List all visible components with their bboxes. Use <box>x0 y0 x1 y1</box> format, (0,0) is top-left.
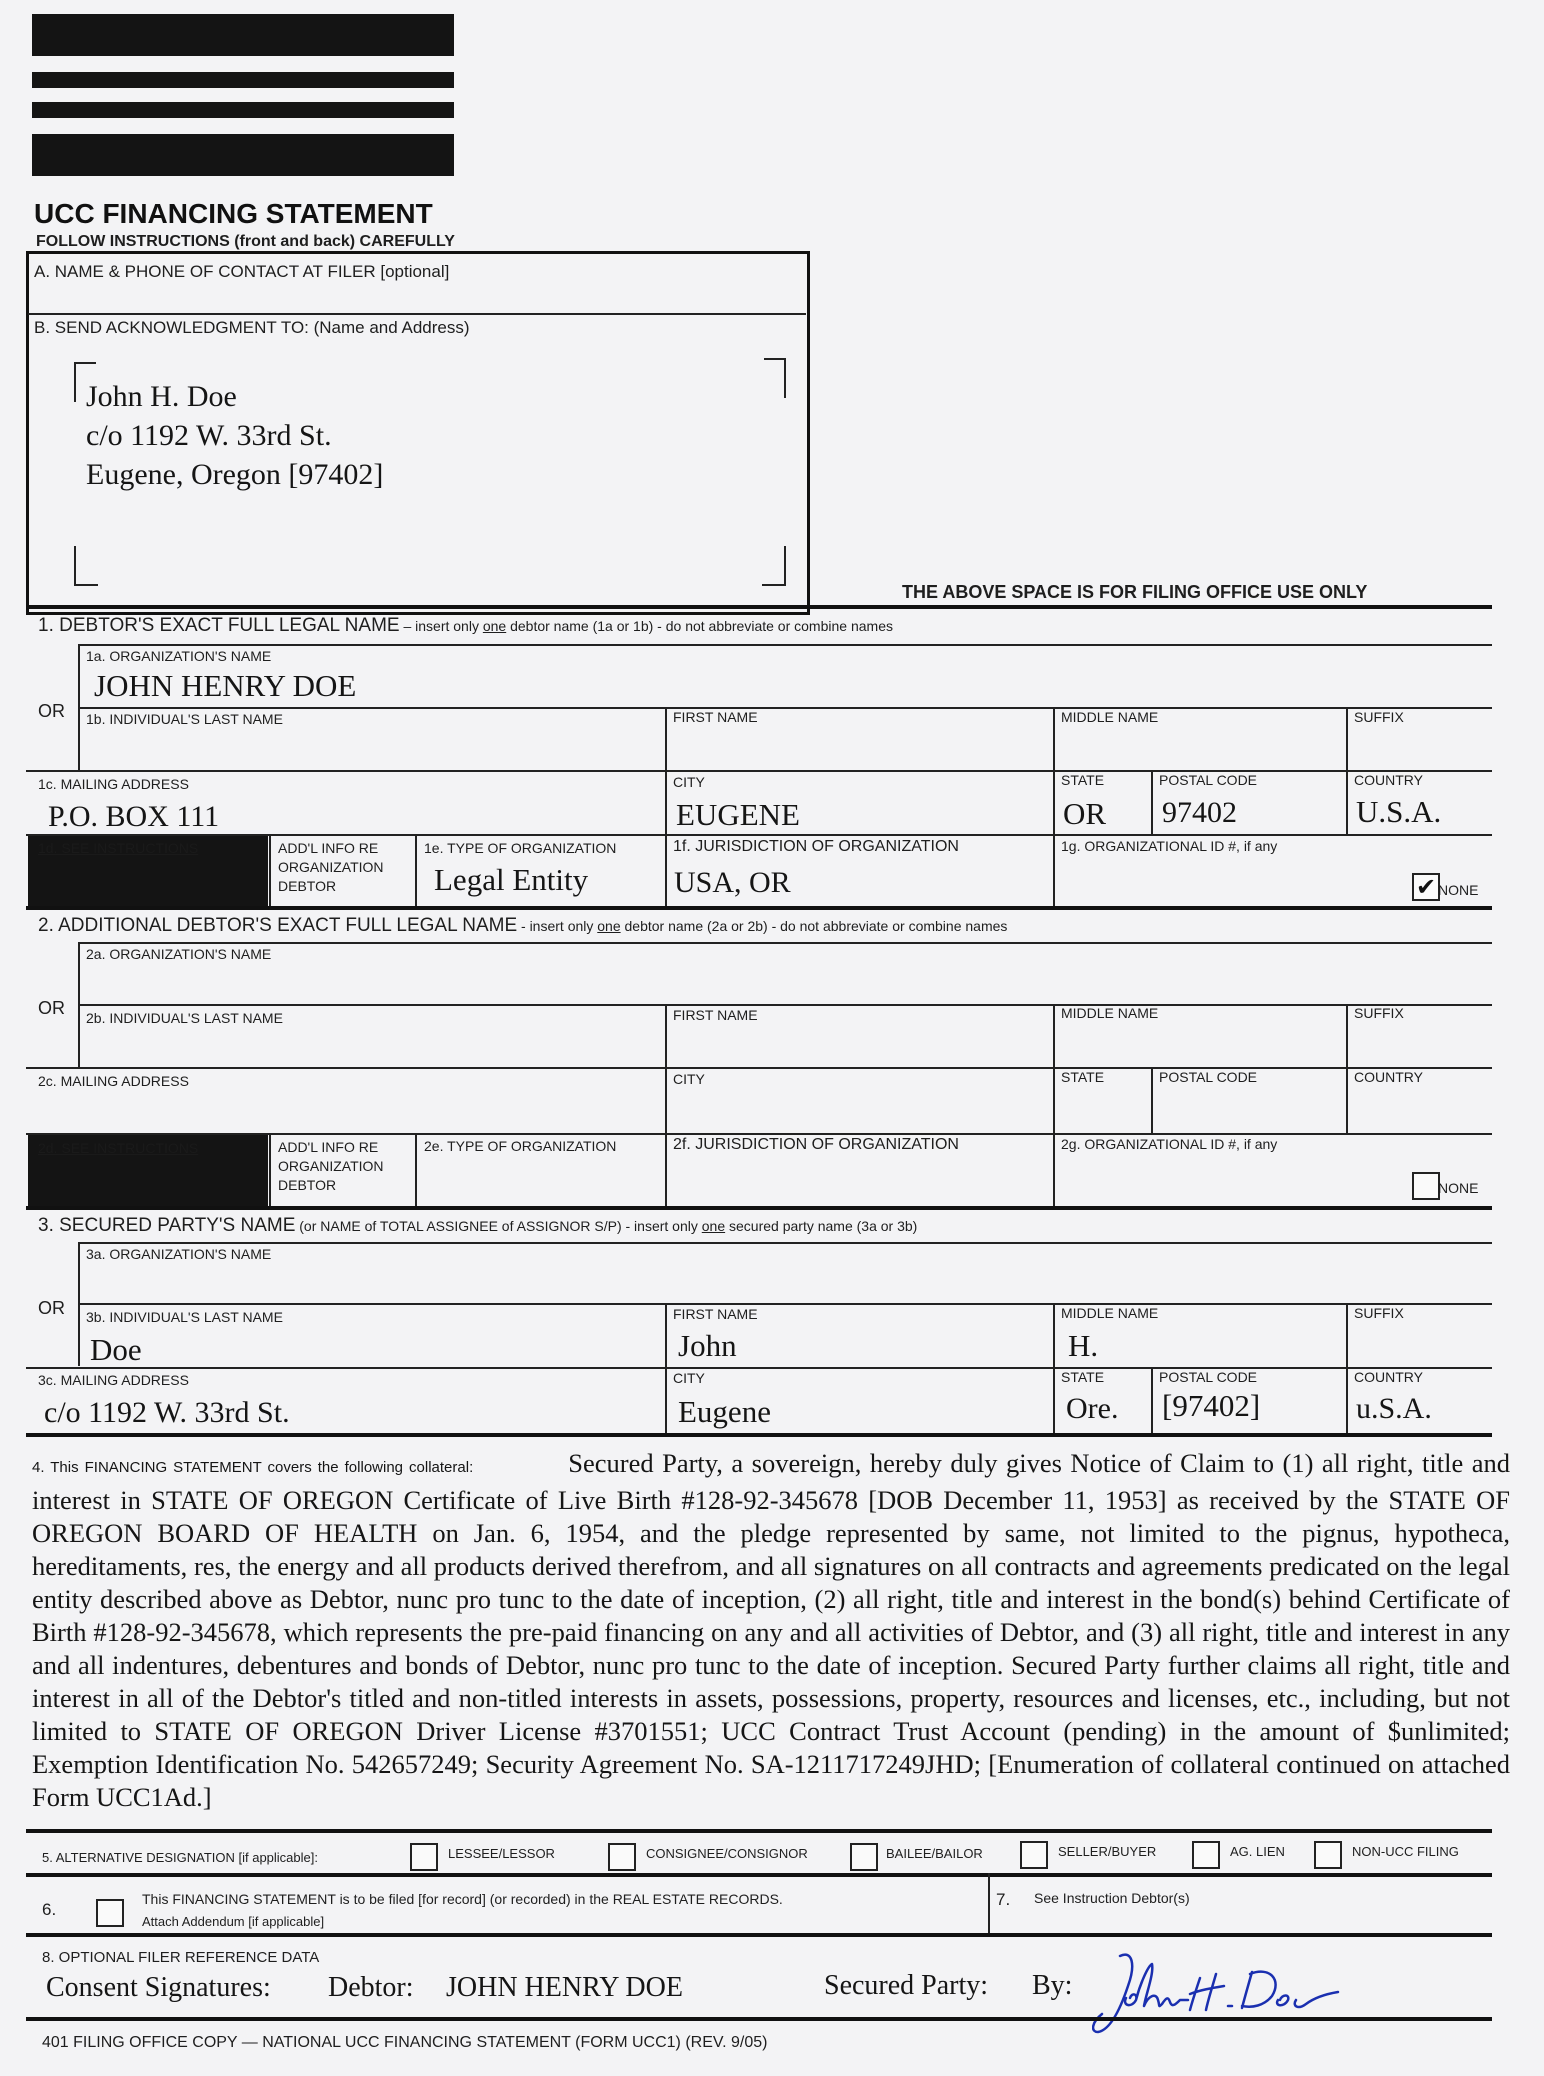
filing-office-note: THE ABOVE SPACE IS FOR FILING OFFICE USE ONLY <box>902 582 1368 602</box>
section3-title-text: 3. SECURED PARTY'S NAME <box>38 1215 296 1236</box>
secured-party-first-name-value: John <box>678 1328 737 1363</box>
label-bailee-bailor: BAILEE/BAILOR <box>886 1846 983 1861</box>
addl-info-line: DEBTOR <box>278 1177 337 1193</box>
label-2g-organizational-id: 2g. ORGANIZATIONAL ID #, if any <box>1061 1136 1278 1152</box>
debtor-consent-name: JOHN HENRY DOE <box>446 1972 683 2003</box>
label-state: STATE <box>1061 1069 1105 1085</box>
label-city: CITY <box>673 774 705 790</box>
collateral-text: Secured Party, a sovereign, hereby duly gives Notice of Claim to (1) all right, title and interest in STATE OF OREGON Certificate of Live Birth #128-92-345678 [DOB December 11, 1953] as received by the STATE OF OREGON BOARD OF HEALTH on Jan. 6, 1954, and the pledge represented by same, not limited to the pignus, hypotheca, hereditaments, res, the energy and all products derived therefrom, and all signatures on all contracts and agreements predicated on the legal entity described above as Debtor, nunc pro tunc to the date of inception, (2) all right, title and interest in the bond(s) behind Certificate of Birth #128-92-345678, which represents the pre-paid financing on any and all activities of Debtor, and (3) all right, title and interest in any and all indentures, debentures and bonds of Debtor, nunc pro tunc to the date of inception. Secured Party further claims all right, title and interest in all of the Debtor's titled and non-titled interests in assets, possessions, property, resources and licenses, etc., including, but not limited to STATE OF OREGON Driver License #3701551; UCC Contract Trust Account (pending) in the amount of $unlimited; Exemption Identification No. 542657249; Security Agreement No. SA-1211717249JHD; [Enumeration of collateral continued on attached Form UCC1Ad.] <box>32 1448 1510 1812</box>
label-optional-filer-reference: 8. OPTIONAL FILER REFERENCE DATA <box>42 1949 320 1966</box>
non-ucc-filing-checkbox[interactable] <box>1314 1841 1342 1869</box>
label-suffix: SUFFIX <box>1354 1305 1404 1321</box>
debtor-org-name-value: JOHN HENRY DOE <box>94 668 357 703</box>
section3-title-note: secured party name (3a or 3b) <box>725 1218 918 1234</box>
or-label: OR <box>38 998 65 1018</box>
section3-title <box>38 1215 917 1237</box>
ag-lien-checkbox[interactable] <box>1192 1841 1220 1869</box>
label-none: NONE <box>1438 882 1479 898</box>
label-state: STATE <box>1061 772 1105 788</box>
label-1a-org-name: 1a. ORGANIZATION'S NAME <box>86 648 272 664</box>
label-non-ucc-filing: NON-UCC FILING <box>1352 1844 1459 1859</box>
label-consignee-consignor: CONSIGNEE/CONSIGNOR <box>646 1846 808 1861</box>
label-3b-last-name: 3b. INDIVIDUAL'S LAST NAME <box>86 1309 283 1325</box>
form-title: UCC FINANCING STATEMENT <box>34 198 433 229</box>
form-footer-text: 401 FILING OFFICE COPY — NATIONAL UCC FINANCING STATEMENT (FORM UCC1) (REV. 9/05) <box>42 2034 768 2051</box>
header-redaction-bar <box>32 102 454 118</box>
label-middle-name: MIDDLE NAME <box>1061 1005 1159 1021</box>
section3-title-note: (or NAME of TOTAL ASSIGNEE of ASSIGNOR S/P) - insert only <box>295 1218 702 1234</box>
real-estate-records-checkbox[interactable] <box>96 1899 124 1927</box>
label-seller-buyer: SELLER/BUYER <box>1058 1844 1157 1859</box>
label-3c-mailing-address: 3c. MAILING ADDRESS <box>38 1372 189 1388</box>
form-subtitle: FOLLOW INSTRUCTIONS (front and back) CAREFULLY <box>36 233 455 250</box>
section1-title-note: debtor name (1a or 1b) - do not abbreviate or combine names <box>506 618 893 634</box>
label-2b-last-name: 2b. INDIVIDUAL'S LAST NAME <box>86 1010 283 1026</box>
secured-party-middle-name-value: H. <box>1068 1328 1099 1363</box>
address-corner-bracket <box>74 546 98 586</box>
bailee-bailor-checkbox[interactable] <box>850 1843 878 1871</box>
by-label: By: <box>1032 1970 1073 2001</box>
label-2e-type-of-organization: 2e. TYPE OF ORGANIZATION <box>424 1138 617 1154</box>
section6-number: 6. <box>42 1900 57 1919</box>
debtor-city-value: EUGENE <box>676 797 800 832</box>
label-postal-code: POSTAL CODE <box>1159 772 1258 788</box>
label-city: CITY <box>673 1370 705 1386</box>
collateral-lead-label: 4. This FINANCING STATEMENT covers the following collateral: <box>32 1459 474 1476</box>
label-country: COUNTRY <box>1354 772 1423 788</box>
debtor-jurisdiction-value: USA, OR <box>674 866 791 899</box>
secured-party-postal-code-value: [97402] <box>1162 1388 1261 1423</box>
debtor-state-value: OR <box>1063 796 1107 831</box>
label-postal-code: POSTAL CODE <box>1159 1069 1258 1085</box>
label-send-acknowledgment: B. SEND ACKNOWLEDGMENT TO: (Name and Address) <box>34 318 470 337</box>
label-2d-see-instructions: 2d. SEE INSTRUCTIONS <box>38 1140 199 1156</box>
addl-info-line: ADD'L INFO RE <box>278 1139 379 1155</box>
header-redaction-bar <box>32 14 454 56</box>
secured-party-state-value: Ore. <box>1066 1392 1119 1425</box>
label-1g-organizational-id: 1g. ORGANIZATIONAL ID #, if any <box>1061 838 1278 854</box>
label-2a-org-name: 2a. ORGANIZATION'S NAME <box>86 946 272 962</box>
label-suffix: SUFFIX <box>1354 709 1404 725</box>
section7-number: 7. <box>996 1890 1011 1909</box>
label-middle-name: MIDDLE NAME <box>1061 1305 1159 1321</box>
debtor-postal-code-value: 97402 <box>1162 796 1237 829</box>
label-ag-lien: AG. LIEN <box>1230 1844 1285 1859</box>
section1-title-note-one: one <box>482 618 507 634</box>
label-1e-type-of-organization: 1e. TYPE OF ORGANIZATION <box>424 840 617 856</box>
label-contact-at-filer: A. NAME & PHONE OF CONTACT AT FILER [optional] <box>34 262 450 281</box>
addl-info-line: ORGANIZATION <box>278 859 384 875</box>
label-suffix: SUFFIX <box>1354 1005 1404 1021</box>
section1-title <box>38 615 893 637</box>
label-3a-org-name: 3a. ORGANIZATION'S NAME <box>86 1246 272 1262</box>
label-country: COUNTRY <box>1354 1069 1423 1085</box>
label-first-name: FIRST NAME <box>673 709 758 725</box>
label-1c-mailing-address: 1c. MAILING ADDRESS <box>38 776 189 792</box>
section2-title-text: 2. ADDITIONAL DEBTOR'S EXACT FULL LEGAL NAME <box>38 915 518 936</box>
ack-address-line: Eugene, Oregon [97402] <box>86 458 384 491</box>
none-checkbox-1g[interactable]: ✔ <box>1412 873 1440 901</box>
address-corner-bracket <box>762 546 786 586</box>
label-postal-code: POSTAL CODE <box>1159 1369 1258 1385</box>
section7-text: See Instruction Debtor(s) <box>1034 1890 1190 1906</box>
section2-title-note-one: one <box>597 918 621 934</box>
lessee-lessor-checkbox[interactable] <box>410 1843 438 1871</box>
section2-title <box>38 915 1007 937</box>
label-1d-see-instructions: 1d. SEE INSTRUCTIONS <box>38 840 199 856</box>
label-none: NONE <box>1438 1180 1479 1196</box>
seller-buyer-checkbox[interactable] <box>1020 1841 1048 1869</box>
section6-line2: Attach Addendum [if applicable] <box>142 1914 325 1929</box>
label-1b-last-name: 1b. INDIVIDUAL'S LAST NAME <box>86 711 283 727</box>
secured-party-city-value: Eugene <box>678 1394 771 1429</box>
collateral-description <box>32 1447 1510 1814</box>
section2-title-note: debtor name (2a or 2b) - do not abbreviate or combine names <box>620 918 1008 934</box>
secured-party-last-name-value: Doe <box>90 1332 142 1367</box>
debtor-label: Debtor: <box>328 1972 414 2003</box>
section1-title-text: 1. DEBTOR'S EXACT FULL LEGAL NAME <box>38 615 400 636</box>
header-redaction-bar <box>32 72 454 88</box>
ack-address-line: John H. Doe <box>86 380 237 413</box>
label-state: STATE <box>1061 1369 1105 1385</box>
label-2c-mailing-address: 2c. MAILING ADDRESS <box>38 1073 189 1089</box>
form-footer <box>42 2034 767 2052</box>
addl-info-line: DEBTOR <box>278 878 337 894</box>
label-1f-jurisdiction: 1f. JURISDICTION OF ORGANIZATION <box>673 838 959 855</box>
handwritten-signature <box>1092 1944 1342 2040</box>
secured-party-mailing-address-value: c/o 1192 W. 33rd St. <box>44 1396 290 1429</box>
label-alternative-designation: 5. ALTERNATIVE DESIGNATION [if applicable]: <box>42 1850 318 1865</box>
label-first-name: FIRST NAME <box>673 1007 758 1023</box>
section6-line1: This FINANCING STATEMENT is to be filed [for record] (or recorded) in the REAL ESTATE RECORDS. <box>142 1891 783 1907</box>
debtor-mailing-address-value: P.O. BOX 111 <box>48 800 220 833</box>
or-label: OR <box>38 1298 65 1318</box>
debtor-country-value: U.S.A. <box>1356 794 1442 829</box>
addl-info-line: ADD'L INFO RE <box>278 840 379 856</box>
addl-info-line: ORGANIZATION <box>278 1158 384 1174</box>
header-redaction-bar <box>32 134 454 176</box>
consignee-consignor-checkbox[interactable] <box>608 1843 636 1871</box>
or-label: OR <box>38 701 65 721</box>
consent-signatures-label: Consent Signatures: <box>46 1972 271 2003</box>
section1-title-note: – insert only <box>399 618 483 634</box>
section3-title-note-one: one <box>701 1218 726 1234</box>
label-country: COUNTRY <box>1354 1369 1423 1385</box>
ack-address-line: c/o 1192 W. 33rd St. <box>86 419 332 452</box>
label-first-name: FIRST NAME <box>673 1306 758 1322</box>
address-corner-bracket <box>764 358 786 398</box>
label-2f-jurisdiction: 2f. JURISDICTION OF ORGANIZATION <box>673 1136 959 1153</box>
label-city: CITY <box>673 1071 705 1087</box>
none-checkbox-2g[interactable] <box>1412 1172 1440 1200</box>
section2-title-note: - insert only <box>517 918 598 934</box>
debtor-type-of-organization-value: Legal Entity <box>434 862 589 897</box>
secured-party-country-value: u.S.A. <box>1356 1392 1432 1425</box>
label-lessee-lessor: LESSEE/LESSOR <box>448 1846 555 1861</box>
secured-party-label: Secured Party: <box>824 1970 989 2001</box>
label-middle-name: MIDDLE NAME <box>1061 709 1159 725</box>
